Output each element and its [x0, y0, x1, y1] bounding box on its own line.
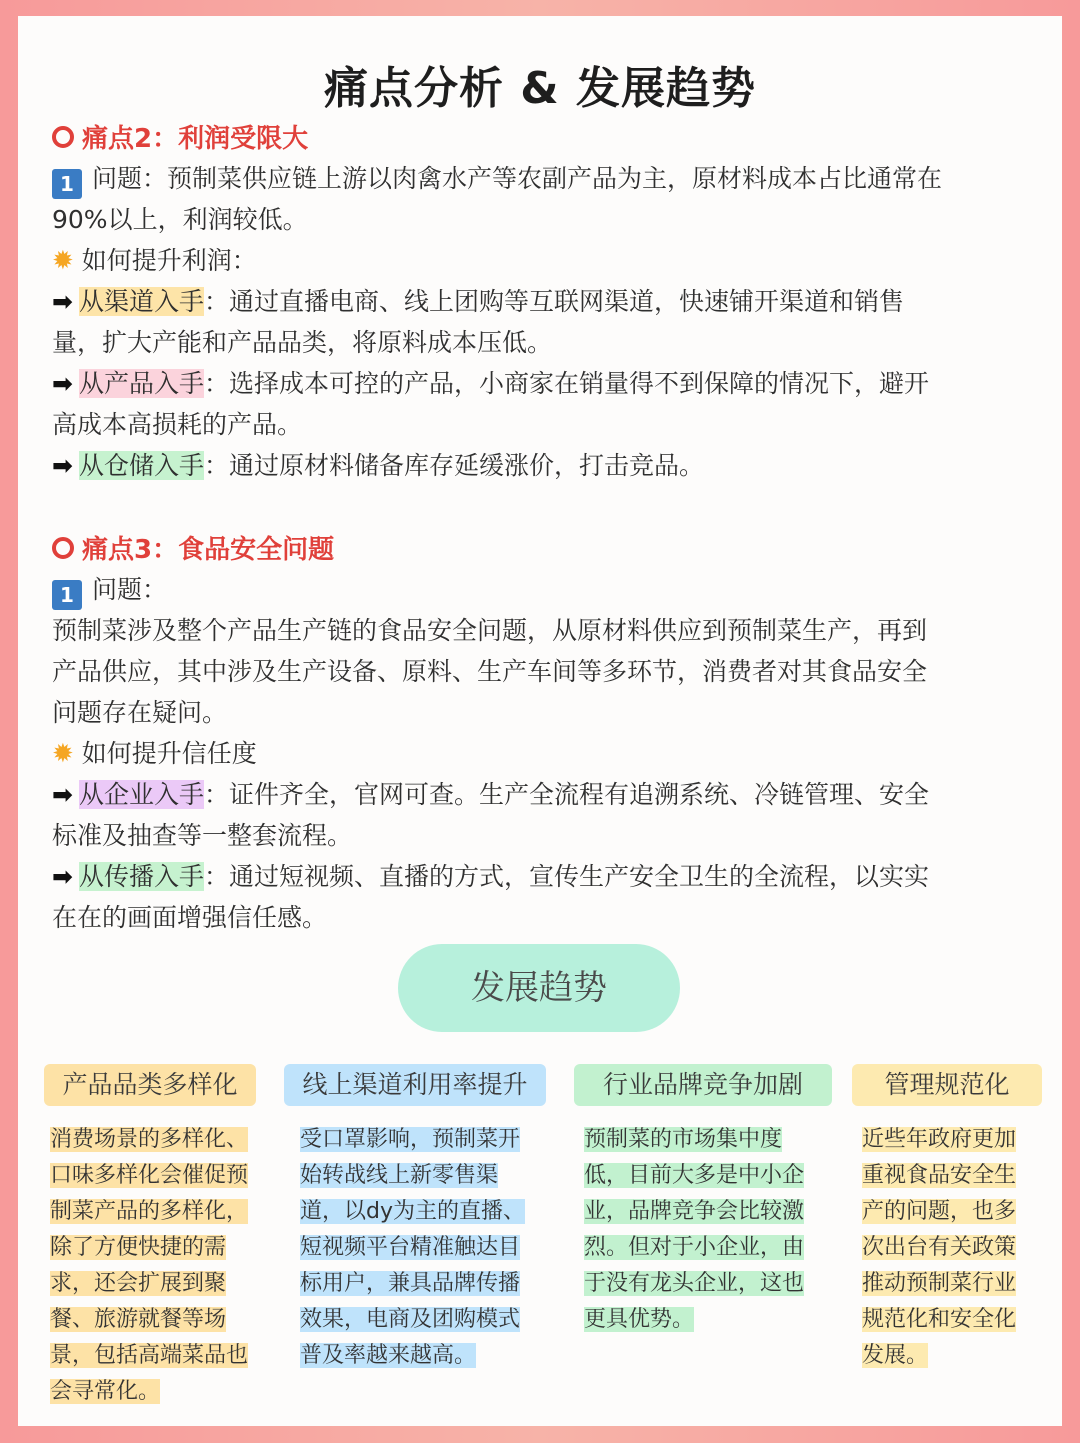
point3-problem — [52, 569, 1028, 610]
point3-heading-text: 痛点3：食品安全问题 — [82, 535, 335, 565]
b1-line1: ：证件齐全，官网可查。生产全流程有追溯系统、冷链管理、安全 — [203, 780, 929, 809]
col1-line: 道，以dy为主的直播、 — [300, 1199, 525, 1224]
col0-line: 会寻常化。 — [50, 1379, 161, 1404]
trend-body-regulation — [862, 1122, 1042, 1374]
trend-head-diversification: 产品品类多样化 — [44, 1064, 256, 1106]
col1-line: 受口罩影响，预制菜开 — [300, 1127, 521, 1152]
point2-heading-text: 痛点2：利润受限大 — [82, 124, 309, 154]
col3-line: 规范化和安全化 — [862, 1307, 1017, 1332]
action-key-product: 从产品入手 — [78, 369, 204, 398]
trend-head-online-channels: 线上渠道利用率提升 — [284, 1064, 546, 1106]
content-card — [18, 16, 1062, 1426]
point3-how-text: 如何提升信任度 — [81, 739, 257, 768]
col2-line: 烈。但对于小企业，由 — [584, 1235, 805, 1260]
circle-icon — [52, 537, 74, 559]
point2-action3 — [52, 445, 1028, 486]
col0-line: 餐、旅游就餐等场 — [50, 1307, 227, 1332]
trend-body-diversification — [50, 1122, 274, 1410]
col2-line: 业，品牌竞争会比较激 — [584, 1199, 805, 1224]
col0-line: 制菜产品的多样化， — [50, 1199, 249, 1224]
col1-line: 始转战线上新零售渠 — [300, 1163, 499, 1188]
point3-problem-label: 问题： — [92, 575, 168, 604]
point3-heading — [52, 529, 334, 566]
arrow-right-icon: ➡ — [52, 862, 73, 891]
point2-action1 — [52, 281, 1028, 322]
col2-line: 预制菜的市场集中度 — [584, 1127, 783, 1152]
col3-line: 产的问题，也多 — [862, 1199, 1017, 1224]
col1-line: 效果，电商及团购模式 — [300, 1307, 521, 1332]
trend-head-regulation: 管理规范化 — [852, 1064, 1042, 1106]
action2-line2: 高成本高损耗的产品。 — [52, 410, 303, 439]
col1-line: 短视频平台精准触达目 — [300, 1235, 521, 1260]
point3-problem-line1: 预制菜涉及整个产品生产链的食品安全问题，从原材料供应到预制菜生产，再到 — [52, 616, 928, 645]
action2-line1: ：选择成本可控的产品，小商家在销量得不到保障的情况下，避开 — [203, 369, 929, 398]
arrow-right-icon: ➡ — [52, 369, 73, 398]
point3-problem-line3: 问题存在疑问。 — [52, 698, 228, 727]
point2-problem-line2: 90%以上，利润较低。 — [52, 205, 308, 234]
b1-line2: 标准及抽查等一整套流程。 — [52, 821, 353, 850]
col3-line: 发展。 — [862, 1343, 929, 1368]
col0-line: 口味多样化会催促预 — [50, 1163, 249, 1188]
action-key-channel: 从渠道入手 — [78, 287, 204, 316]
b2-line2: 在在的画面增强信任感。 — [52, 903, 328, 932]
col3-line: 近些年政府更加 — [862, 1127, 1017, 1152]
point2-problem-line1: 问题：预制菜供应链上游以肉禽水产等农副产品为主，原材料成本占比通常在 — [92, 164, 943, 193]
point2-how-text: 如何提升利润： — [81, 246, 257, 275]
col2-line: 于没有龙头企业，这也 — [584, 1271, 805, 1296]
col1-line: 标用户，兼具品牌传播 — [300, 1271, 521, 1296]
col0-line: 除了方便快捷的需 — [50, 1235, 227, 1260]
trend-head-brand-competition: 行业品牌竞争加剧 — [574, 1064, 832, 1106]
arrow-right-icon: ➡ — [52, 780, 73, 809]
col2-line: 低，目前大多是中小企 — [584, 1163, 805, 1188]
action-key-enterprise: 从企业入手 — [78, 780, 204, 809]
sun-icon: ✹ — [52, 246, 74, 276]
arrow-right-icon: ➡ — [52, 287, 73, 316]
col0-line: 景，包括高端菜品也 — [50, 1343, 249, 1368]
point3-action2 — [52, 856, 1028, 897]
col2-line: 更具优势。 — [584, 1307, 695, 1332]
action3-line1: ：通过原材料储备库存延缓涨价，打击竞品。 — [203, 451, 704, 480]
action1-line2: 量，扩大产能和产品品类，将原料成本压低。 — [52, 328, 553, 357]
number-one-icon: 1 — [52, 169, 82, 199]
action-key-storage: 从仓储入手 — [78, 451, 204, 480]
action1-line1: ：通过直播电商、线上团购等互联网渠道，快速铺开渠道和销售 — [203, 287, 904, 316]
trend-body-online-channels — [300, 1122, 550, 1374]
b2-line1: ：通过短视频、直播的方式，宣传生产安全卫生的全流程，以实实 — [203, 862, 929, 891]
page-title: 痛点分析 & 发展趋势 — [323, 63, 756, 114]
point2-how — [52, 240, 1028, 282]
circle-icon — [52, 126, 74, 148]
col1-line: 普及率越来越高。 — [300, 1343, 477, 1368]
sun-icon: ✹ — [52, 739, 74, 769]
col3-line: 重视食品安全生 — [862, 1163, 1017, 1188]
number-one-icon: 1 — [52, 580, 82, 610]
point2-problem — [52, 158, 1028, 199]
point3-how — [52, 733, 1028, 775]
point3-problem-line2: 产品供应，其中涉及生产设备、原料、生产车间等多环节，消费者对其食品安全 — [52, 657, 928, 686]
arrow-right-icon: ➡ — [52, 451, 73, 480]
col3-line: 推动预制菜行业 — [862, 1271, 1017, 1296]
point2-action2 — [52, 363, 1028, 404]
col0-line: 消费场景的多样化、 — [50, 1127, 249, 1152]
point2-heading — [52, 118, 308, 155]
col3-line: 次出台有关政策 — [862, 1235, 1017, 1260]
point3-action1 — [52, 774, 1028, 815]
trend-pill: 发展趋势 — [398, 944, 680, 1032]
trend-body-brand-competition — [584, 1122, 834, 1338]
action-key-communication: 从传播入手 — [78, 862, 204, 891]
col0-line: 求，还会扩展到聚 — [50, 1271, 227, 1296]
